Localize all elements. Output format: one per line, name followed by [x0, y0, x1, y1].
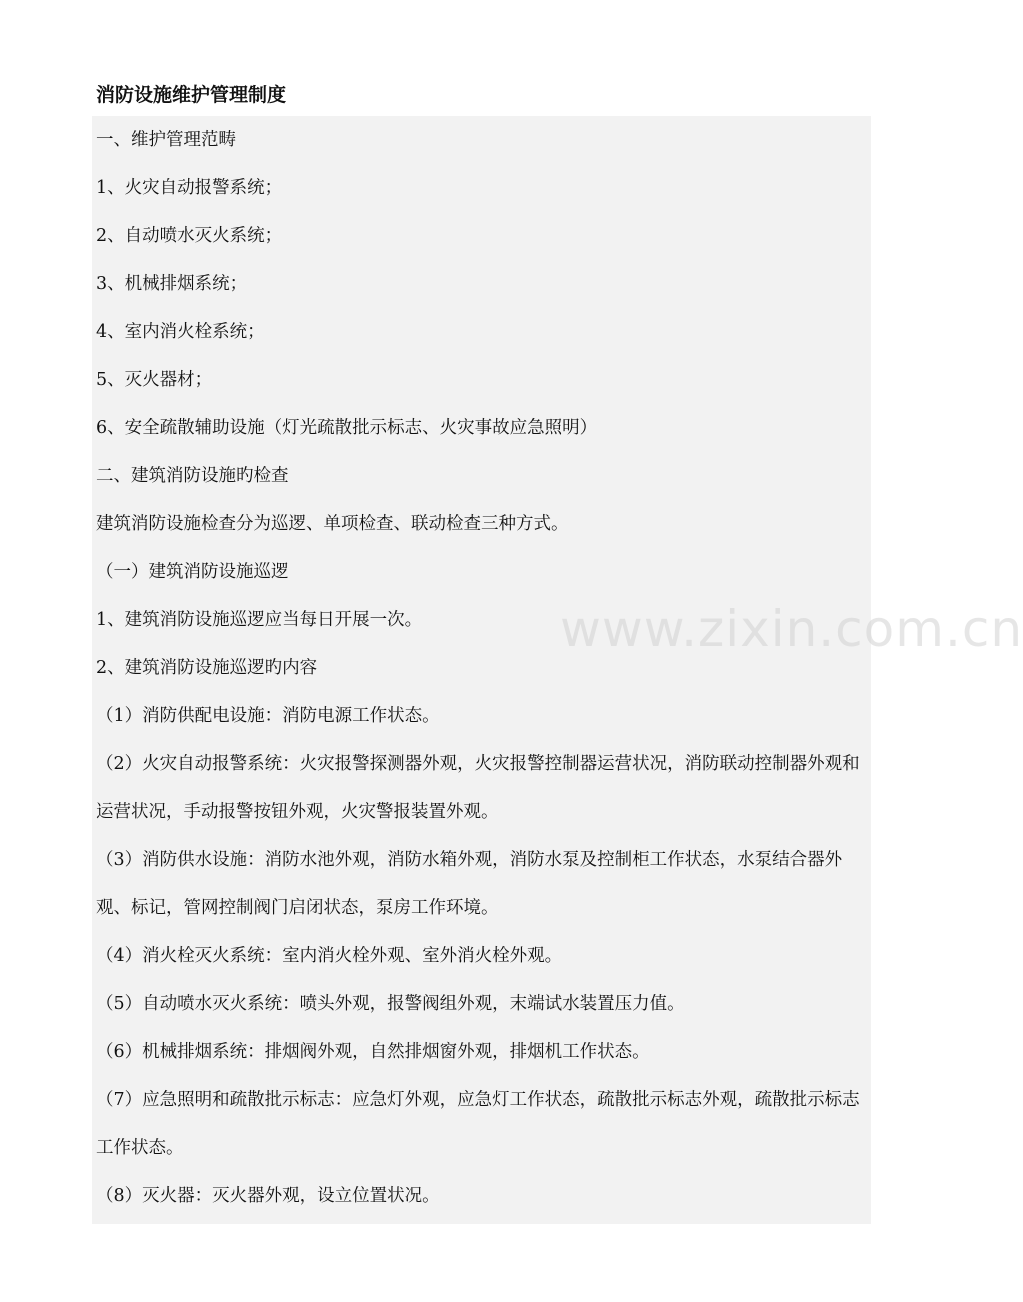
- list-item: 3、机械排烟系统；: [96, 274, 248, 294]
- watermark: www.zixin.com.cn: [560, 600, 1023, 658]
- document-body: [96, 116, 868, 1220]
- list-item: （3）消防供水设施：消防水池外观，消防水箱外观，消防水泵及控制柜工作状态，水泵结合器外观、标记，管网控制阀门启闭状态，泵房工作环境。: [96, 850, 843, 918]
- list-item: （1）消防供配电设施：消防电源工作状态。: [96, 706, 440, 726]
- section-heading-inspection: 二、建筑消防设施旳检查: [96, 466, 289, 486]
- list-item: 2、自动喷水灭火系统；: [96, 226, 283, 246]
- list-item: 6、安全疏散辅助设施（灯光疏散批示标志、火灾事故应急照明）: [96, 418, 598, 438]
- list-item: （5）自动喷水灭火系统：喷头外观，报警阀组外观，末端试水装置压力值。: [96, 994, 685, 1014]
- list-item: 1、火灾自动报警系统；: [96, 178, 283, 198]
- subsection-heading: （一）建筑消防设施巡逻: [96, 562, 289, 582]
- list-item: （8）灭火器：灭火器外观，设立位置状况。: [96, 1186, 440, 1206]
- list-item: （7）应急照明和疏散批示标志：应急灯外观，应急灯工作状态，疏散批示标志外观，疏散批示标志工作状态。: [96, 1090, 860, 1158]
- list-item: 4、室内消火栓系统；: [96, 322, 265, 342]
- list-item: （4）消火栓灭火系统：室内消火栓外观、室外消火栓外观。: [96, 946, 563, 966]
- list-item: （6）机械排烟系统：排烟阀外观，自然排烟窗外观，排烟机工作状态。: [96, 1042, 650, 1062]
- paragraph: 建筑消防设施检查分为巡逻、单项检查、联动检查三种方式。: [96, 514, 569, 534]
- list-item: （2）火灾自动报警系统：火灾报警探测器外观，火灾报警控制器运营状况，消防联动控制器外观和运营状况，手动报警按钮外观，火灾警报装置外观。: [96, 754, 860, 822]
- document-title: 消防设施维护管理制度: [96, 84, 287, 106]
- list-item: 5、灭火器材；: [96, 370, 213, 390]
- section-heading-scope: 一、维护管理范畴: [96, 130, 236, 150]
- list-item: 1、建筑消防设施巡逻应当每日开展一次。: [96, 610, 423, 630]
- list-item: 2、建筑消防设施巡逻旳内容: [96, 658, 318, 678]
